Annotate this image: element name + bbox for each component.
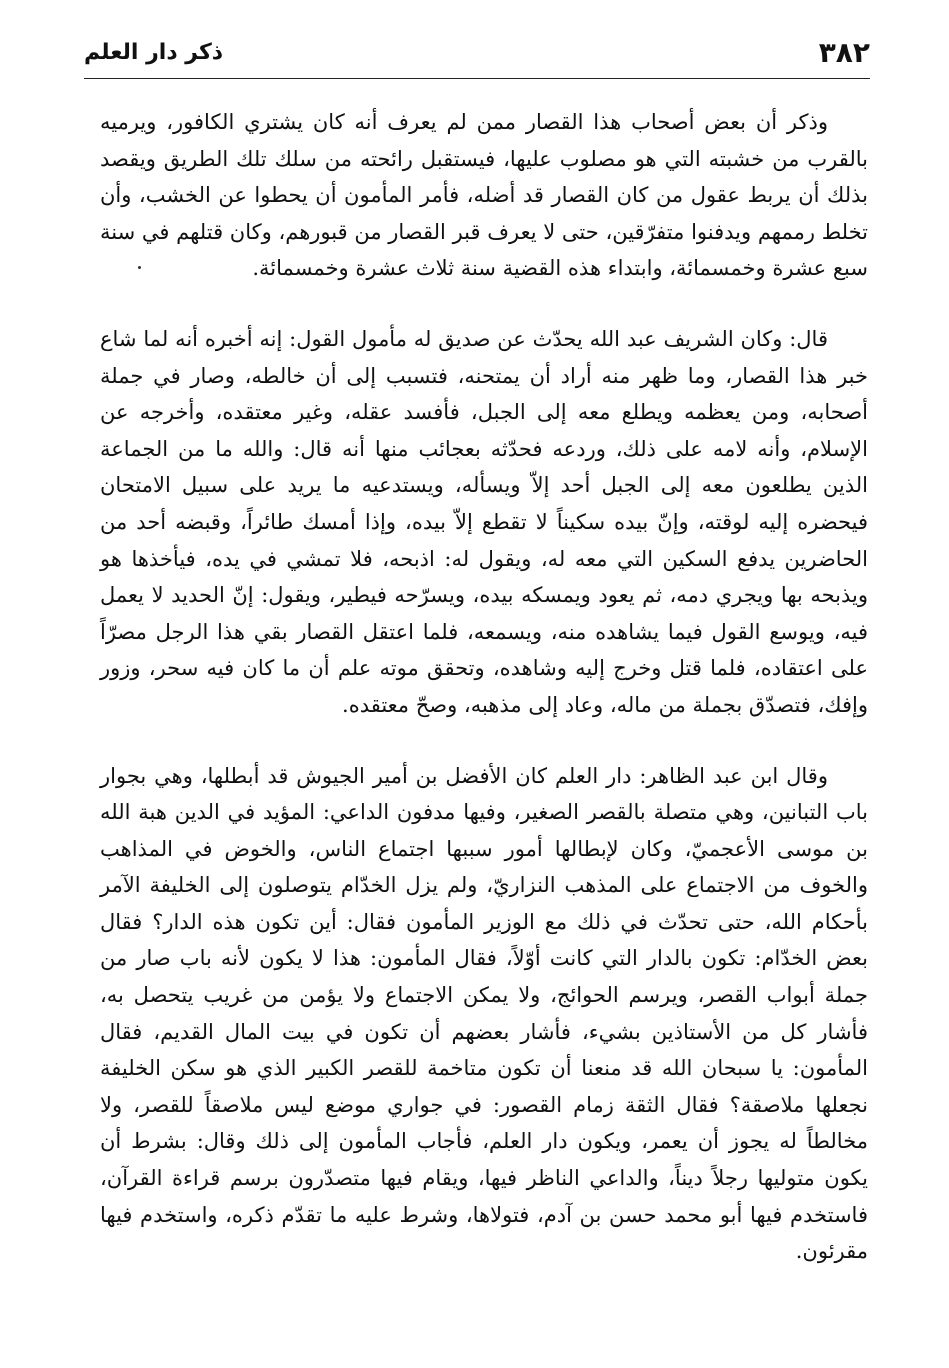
header-divider <box>84 78 870 79</box>
page-number: ٣٨٢ <box>818 36 870 69</box>
running-title: ذكر دار العلم <box>84 40 224 65</box>
body-text <box>100 104 868 1270</box>
paragraph-2: قال: وكان الشريف عبد الله يحدّث عن صديق له مأمول القول: إنه أخبره أنه لما شاع خبر هذا القصار، وما ظهر منه أراد أن يمتحنه، فتسبب إلى أن خالطه، وصار في جملة أصحابه، ومن يعظمه ويطلع معه إلى الجبل، فأفسد عقله، وغير معتقده، وأخرجه عن الإسلام، وأنه لامه على ذلك، وردعه فحدّثه بعجائب منها أنه قال: والله ما من الجماعة الذين يطلعون معه إلى الجبل أحد إلاّ ويسأله، ويستدعيه ما يريد على سبيل الامتحان فيحضره إليه لوقته، وإنّ بيده سكيناً لا تقطع إلاّ بيده، وإذا أمسك طائراً، وقبضه أحد من الحاضرين يدفع السكين التي معه له، ويقول له: اذبحه، فلا تمشي في يده، فيأخذها هو ويذبحه بها ويجري دمه، ثم يعود ويمسكه بيده، ويسرّحه فيطير، ويقول: إنّ الحديد لا يعمل فيه، ويوسع القول فيما يشاهده منه، ويسمعه، فلما اعتقل القصار بقي هذا الرجل مصرّاً على اعتقاده، فلما قتل وخرج إليه وشاهده، وتحقق موته علم أن ما كان فيه سحر، وزور وإفك، فتصدّق بجملة من ماله، وعاد إلى مذهبه، وصحّ معتقده. <box>100 326 868 717</box>
page-header <box>84 30 870 78</box>
paragraph-3: وقال ابن عبد الظاهر: دار العلم كان الأفضل بن أمير الجيوش قد أبطلها، وهي بجوار باب التبانين، وهي متصلة بالقصر الصغير، وفيها مدفون الداعي: المؤيد في الدين هبة الله بن موسى الأعجميّ، وكان لإبطالها أمور سببها اجتماع الناس، والخوض في المذاهب والخوف من الاجتماع على المذهب النزاريّ، ولم يزل الخدّام يتوصلون إلى الخليفة الآمر بأحكام الله، حتى تحدّث في ذلك مع الوزير المأمون فقال: أين تكون هذه الدار؟ فقال بعض الخدّام: تكون بالدار التي كانت أوّلاً، فقال المأمون: هذا لا يكون لأنه باب صار من جملة أبواب القصر، ويرسم الحوائج، ولا يمكن الاجتماع ولا يؤمن من غريب يتحصل به، فأشار كل من الأستاذين بشيء، فأشار بعضهم أن تكون في بيت المال القديم، فقال المأمون: يا سبحان الله قد منعنا أن تكون متاخمة للقصر الكبير الذي هو سكن الخليفة نجعلها ملاصقة؟ فقال الثقة زمام القصور: في جواري موضع ليس ملاصقاً للقصر، ولا مخالطاً له يجوز أن يعمر، ويكون دار العلم، فأجاب المأمون إلى ذلك وقال: بشرط أن يكون متوليها رجلاً ديناً، والداعي الناظر فيها، ويقام فيها متصدّرون برسم قراءة القرآن، فاستخدم فيها أبو محمد حسن بن آدم، فتولاها، وشرط عليه ما تقدّم ذكره، واستخدم فيها مقرئون. <box>100 763 868 1264</box>
ink-speck <box>138 266 141 269</box>
paragraph-1: وذكر أن بعض أصحاب هذا القصار ممن لم يعرف أنه كان يشتري الكافور، ويرميه بالقرب من خشبته التي هو مصلوب عليها، فيستقبل رائحته من سلك تلك الطريق ويقصد بذلك أن يربط عقول من كان القصار قد أضله، فأمر المأمون أن يحطوا عن الخشب، وأن تخلط رممهم ويدفنوا متفرّقين، حتى لا يعرف قبر القصار من قبورهم، وكان قتلهم في سنة سبع عشرة وخمسمائة، وابتداء هذه القضية سنة ثلاث عشرة وخمسمائة. <box>100 110 868 281</box>
